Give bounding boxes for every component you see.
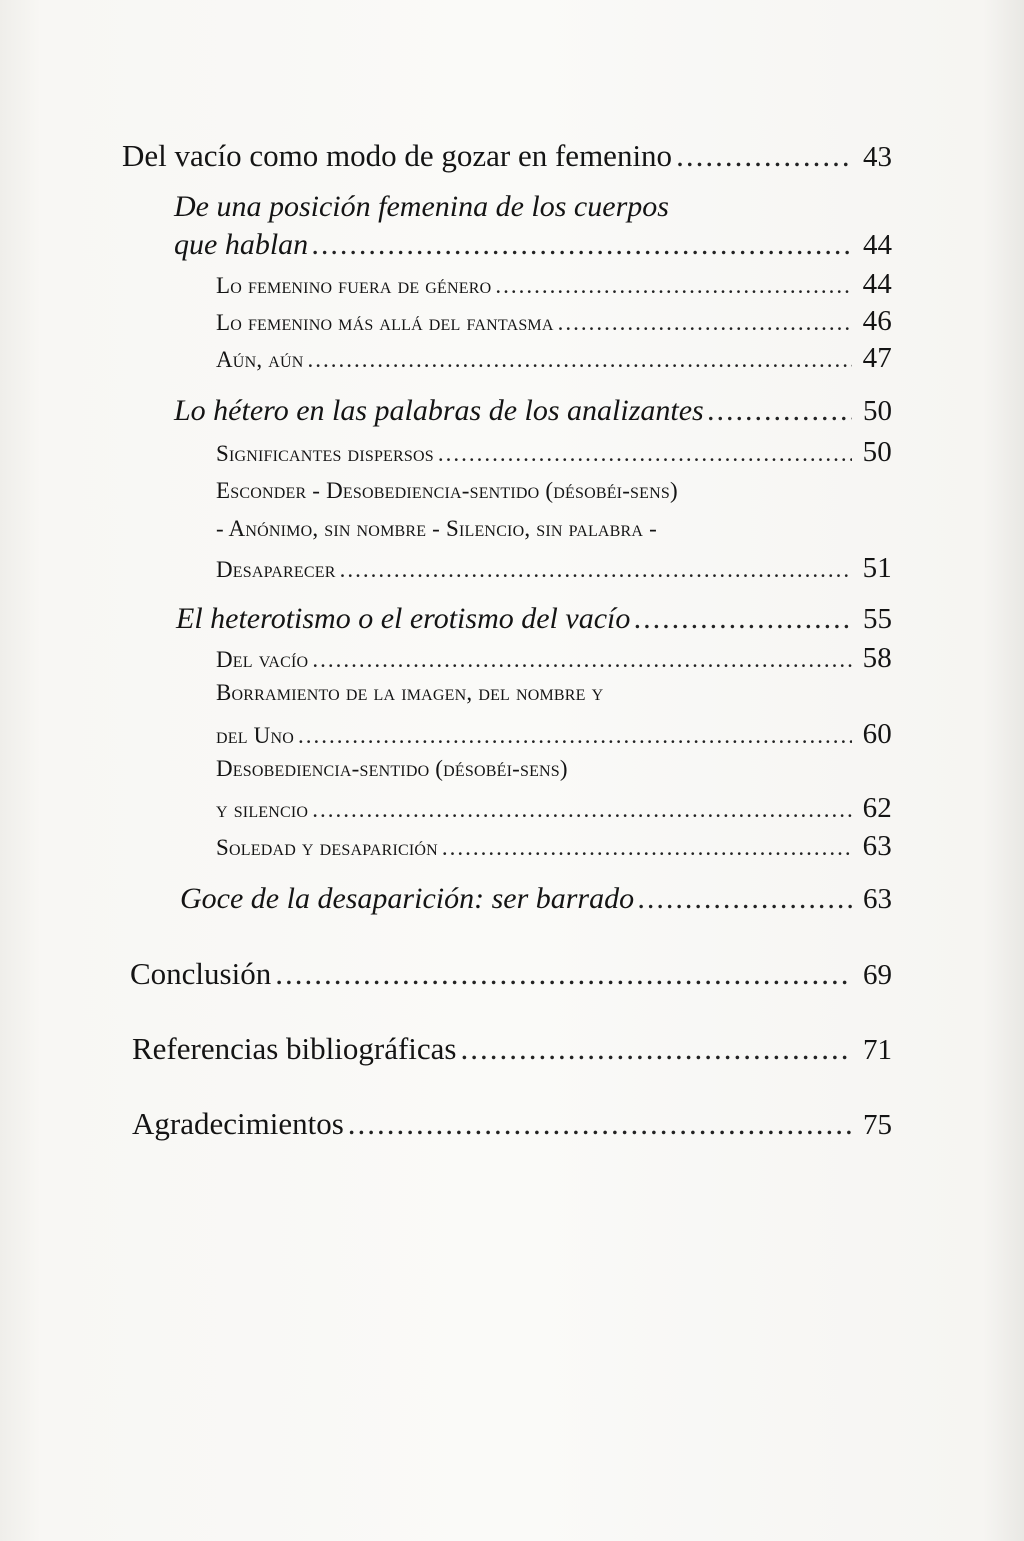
page-number: 63: [863, 883, 892, 915]
page-number: 55: [863, 603, 892, 635]
toc-entry-subsection: [216, 436, 892, 469]
toc-entry-chapter: [132, 1031, 892, 1067]
page-number: 58: [862, 642, 892, 674]
page-number: 75: [863, 1109, 892, 1141]
page-number: 51: [862, 552, 892, 584]
dot-leader: [275, 956, 852, 992]
page-number: 50: [863, 395, 892, 427]
entry-label: Soledad y desaparición: [216, 835, 438, 860]
toc-entry-subsection: [216, 792, 892, 825]
page-number: 47: [862, 342, 892, 374]
entry-label: El heterotismo o el erotismo del vacío: [176, 602, 631, 635]
toc-entry-section: [180, 882, 892, 916]
entry-label: Aún, aún: [216, 347, 304, 372]
page-number: 46: [862, 305, 892, 337]
page-number: 69: [863, 959, 892, 991]
dot-leader: [676, 138, 852, 174]
dot-leader: [438, 441, 852, 467]
entry-label: Lo hétero en las palabras de los analizantes: [174, 394, 704, 427]
page-number: 63: [862, 830, 892, 862]
entry-label: Del vacío como modo de gozar en femenino: [122, 138, 673, 173]
dot-leader: [495, 273, 852, 299]
toc-entry-subsection: [216, 305, 892, 338]
toc-entry-subsection: [216, 830, 892, 863]
entry-label-line: De una posición femenina de los cuerpos: [174, 190, 669, 223]
dot-leader: [708, 394, 852, 428]
page-number: 43: [863, 141, 892, 173]
toc-entry-chapter: [122, 138, 892, 174]
dot-leader: [340, 557, 852, 583]
dot-leader: [312, 647, 852, 673]
dot-leader: [312, 228, 852, 262]
entry-label: Referencias bibliográficas: [132, 1031, 457, 1066]
toc-entry-chapter: [130, 956, 892, 992]
toc-entry-subsection: [216, 642, 892, 675]
dot-leader: [638, 882, 852, 916]
entry-label: que hablan: [174, 228, 309, 261]
toc-entry-chapter: [132, 1106, 892, 1142]
entry-label-line: - Anónimo, sin nombre - Silencio, sin palabra -: [216, 516, 657, 541]
dot-leader: [442, 835, 852, 861]
entry-label: del Uno: [216, 723, 294, 748]
toc-entry-subsection: [216, 552, 892, 585]
page-number: 50: [862, 436, 892, 468]
toc-entry-subsection: [216, 718, 892, 751]
entry-label: Desaparecer: [216, 557, 336, 582]
page-number: 62: [862, 792, 892, 824]
page-number: 44: [863, 229, 892, 261]
entry-label: Agradecimientos: [132, 1106, 344, 1141]
entry-label: Lo femenino más allá del fantasma: [216, 310, 554, 335]
entry-label: Goce de la desaparición: ser barrado: [180, 882, 635, 915]
toc-entry-section: [176, 602, 892, 636]
dot-leader: [461, 1031, 853, 1067]
entry-label: Significantes dispersos: [216, 441, 434, 466]
entry-label: Del vacío: [216, 647, 309, 672]
dot-leader: [298, 723, 852, 749]
dot-leader: [634, 602, 852, 636]
entry-label-line: Borramiento de la imagen, del nombre y: [216, 680, 604, 705]
entry-label-line: Desobediencia-sentido (désobéi-sens): [216, 756, 568, 781]
page-number: 60: [862, 718, 892, 750]
toc-entry-subsection: [216, 342, 892, 375]
entry-label: Lo femenino fuera de género: [216, 273, 492, 298]
dot-leader: [558, 310, 852, 336]
page-number: 71: [863, 1034, 892, 1066]
dot-leader: [307, 347, 852, 373]
entry-label-line: Esconder - Desobediencia-sentido (désobéi-sens): [216, 478, 678, 503]
toc-entry-subsection: [216, 268, 892, 301]
dot-leader: [348, 1106, 852, 1142]
toc-entry-section: [174, 228, 892, 262]
dot-leader: [312, 797, 852, 823]
entry-label: y silencio: [216, 797, 309, 822]
page-number: 44: [862, 268, 892, 300]
toc-entry-section: [174, 394, 892, 428]
entry-label: Conclusión: [130, 956, 272, 991]
